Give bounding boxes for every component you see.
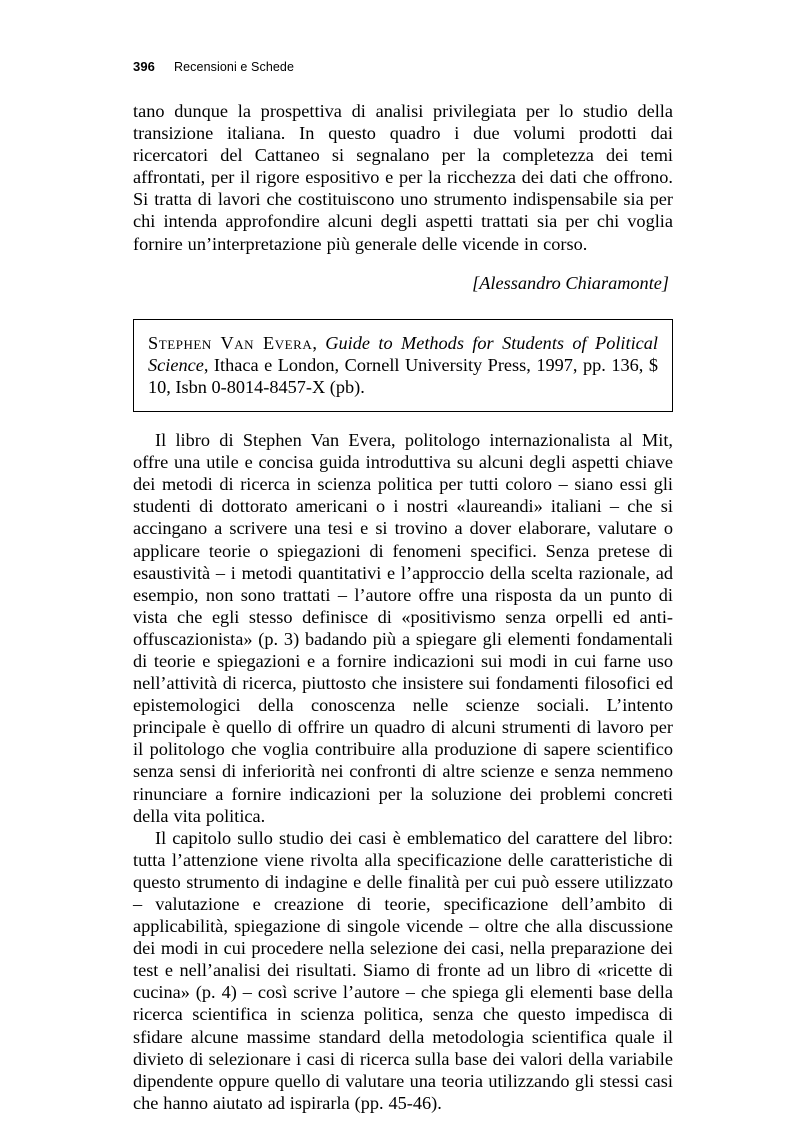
citation-author: Stephen Van Evera (148, 332, 313, 353)
citation-text (148, 332, 658, 398)
reviewer-signature: [Alessandro Chiaramonte] (472, 272, 669, 293)
continued-paragraph: tano dunque la prospettiva di analisi privilegiata per lo studio della transizione italiana. In questo quadro i due volumi prodotti dai ricercatori del Cattaneo si segnalano per la completezza dei temi affrontati, per il rigore espositivo e per la ricchezza dei dati che offrono. Si tratta di lavori che costituiscono uno strumento indispensabile sia per chi intenda approfondire alcuni degli aspetti trattati sia per chi voglia fornire un’interpretazione più generale delle vicende in corso. (133, 101, 673, 254)
citation-box (133, 319, 673, 412)
running-head (133, 58, 673, 76)
citation-imprint: , Ithaca e London, Cornell University Press, 1997, pp. 136, $ 10, Isbn 0-8014-8457-X (pb). (148, 354, 658, 397)
review-paragraph-1: Il libro di Stephen Van Evera, politologo internazionalista al Mit, offre una utile e concisa guida introduttiva su alcuni degli aspetti chiave dei metodi di ricerca in scienza politica per tutti coloro – siano essi gli studenti di dottorato americani o i nostri «laureandi» italiani – che si accingano a scrivere una tesi e si trovino a dover elaborare, valutare o applicare teorie o spiegazioni di fenomeni specifici. Senza pretese di esaustività – i metodi quantitativi e l’approccio della scelta razionale, ad esempio, non sono trattati – l’autore offre una risposta da un punto di vista che egli stesso definisce di «positivismo senza orpelli ed anti-offuscazionista» (p. 3) badando più a spiegare gli elementi fondamentali di teorie e spiegazioni e a fornire indicazioni sui modi in cui farne uso nell’attività di ricerca, piuttosto che insistere sui fondamenti filosofici ed epistemologici della conoscenza nelle scienze sociali. L’intento principale è quello di offrire un quadro di alcuni strumenti di lavoro per il politologo che voglia contribuire alla produzione di sapere scientifico senza sensi di inferiorità nei confronti di altre scienze e senza nemmeno rinunciare a fornire indicazioni per la soluzione dei problemi concreti della vita politica. (133, 430, 673, 826)
review-paragraph-2: Il capitolo sullo studio dei casi è emblematico del carattere del libro: tutta l’attenzione viene rivolta alla specificazione delle caratteristiche di questo strumento di indagine e delle finalità per cui può essere utilizzato – valutazione e creazione di teorie, specificazione dell’ambito di applicabilità, spiegazione di singole vicende – oltre che alla discussione dei modi in cui procedere nella selezione dei casi, nella preparazione dei test e nell’analisi dei risultati. Siamo di fronte ad un libro di «ricette di cucina» (p. 4) – così scrive l’autore – che spiega gli elementi base della ricerca scientifica in scienza politica, senza che questo impedisca di sfidare alcune massime standard della metodologia scientifica quale il divieto di selezionare i casi di ricerca sulla base dei valori della variabile dipendente oppure quello di valutare una teoria utilizzando gli stessi casi che hanno aiutato ad ispirarla (pp. 45-46). (133, 827, 673, 1113)
running-head-title: Recensioni e Schede (174, 60, 295, 74)
citation-separator: , (312, 332, 326, 353)
text-column (133, 100, 673, 1114)
citation-title: Guide to Methods for Students of Political Science (148, 332, 658, 375)
page-number: 396 (133, 59, 155, 74)
